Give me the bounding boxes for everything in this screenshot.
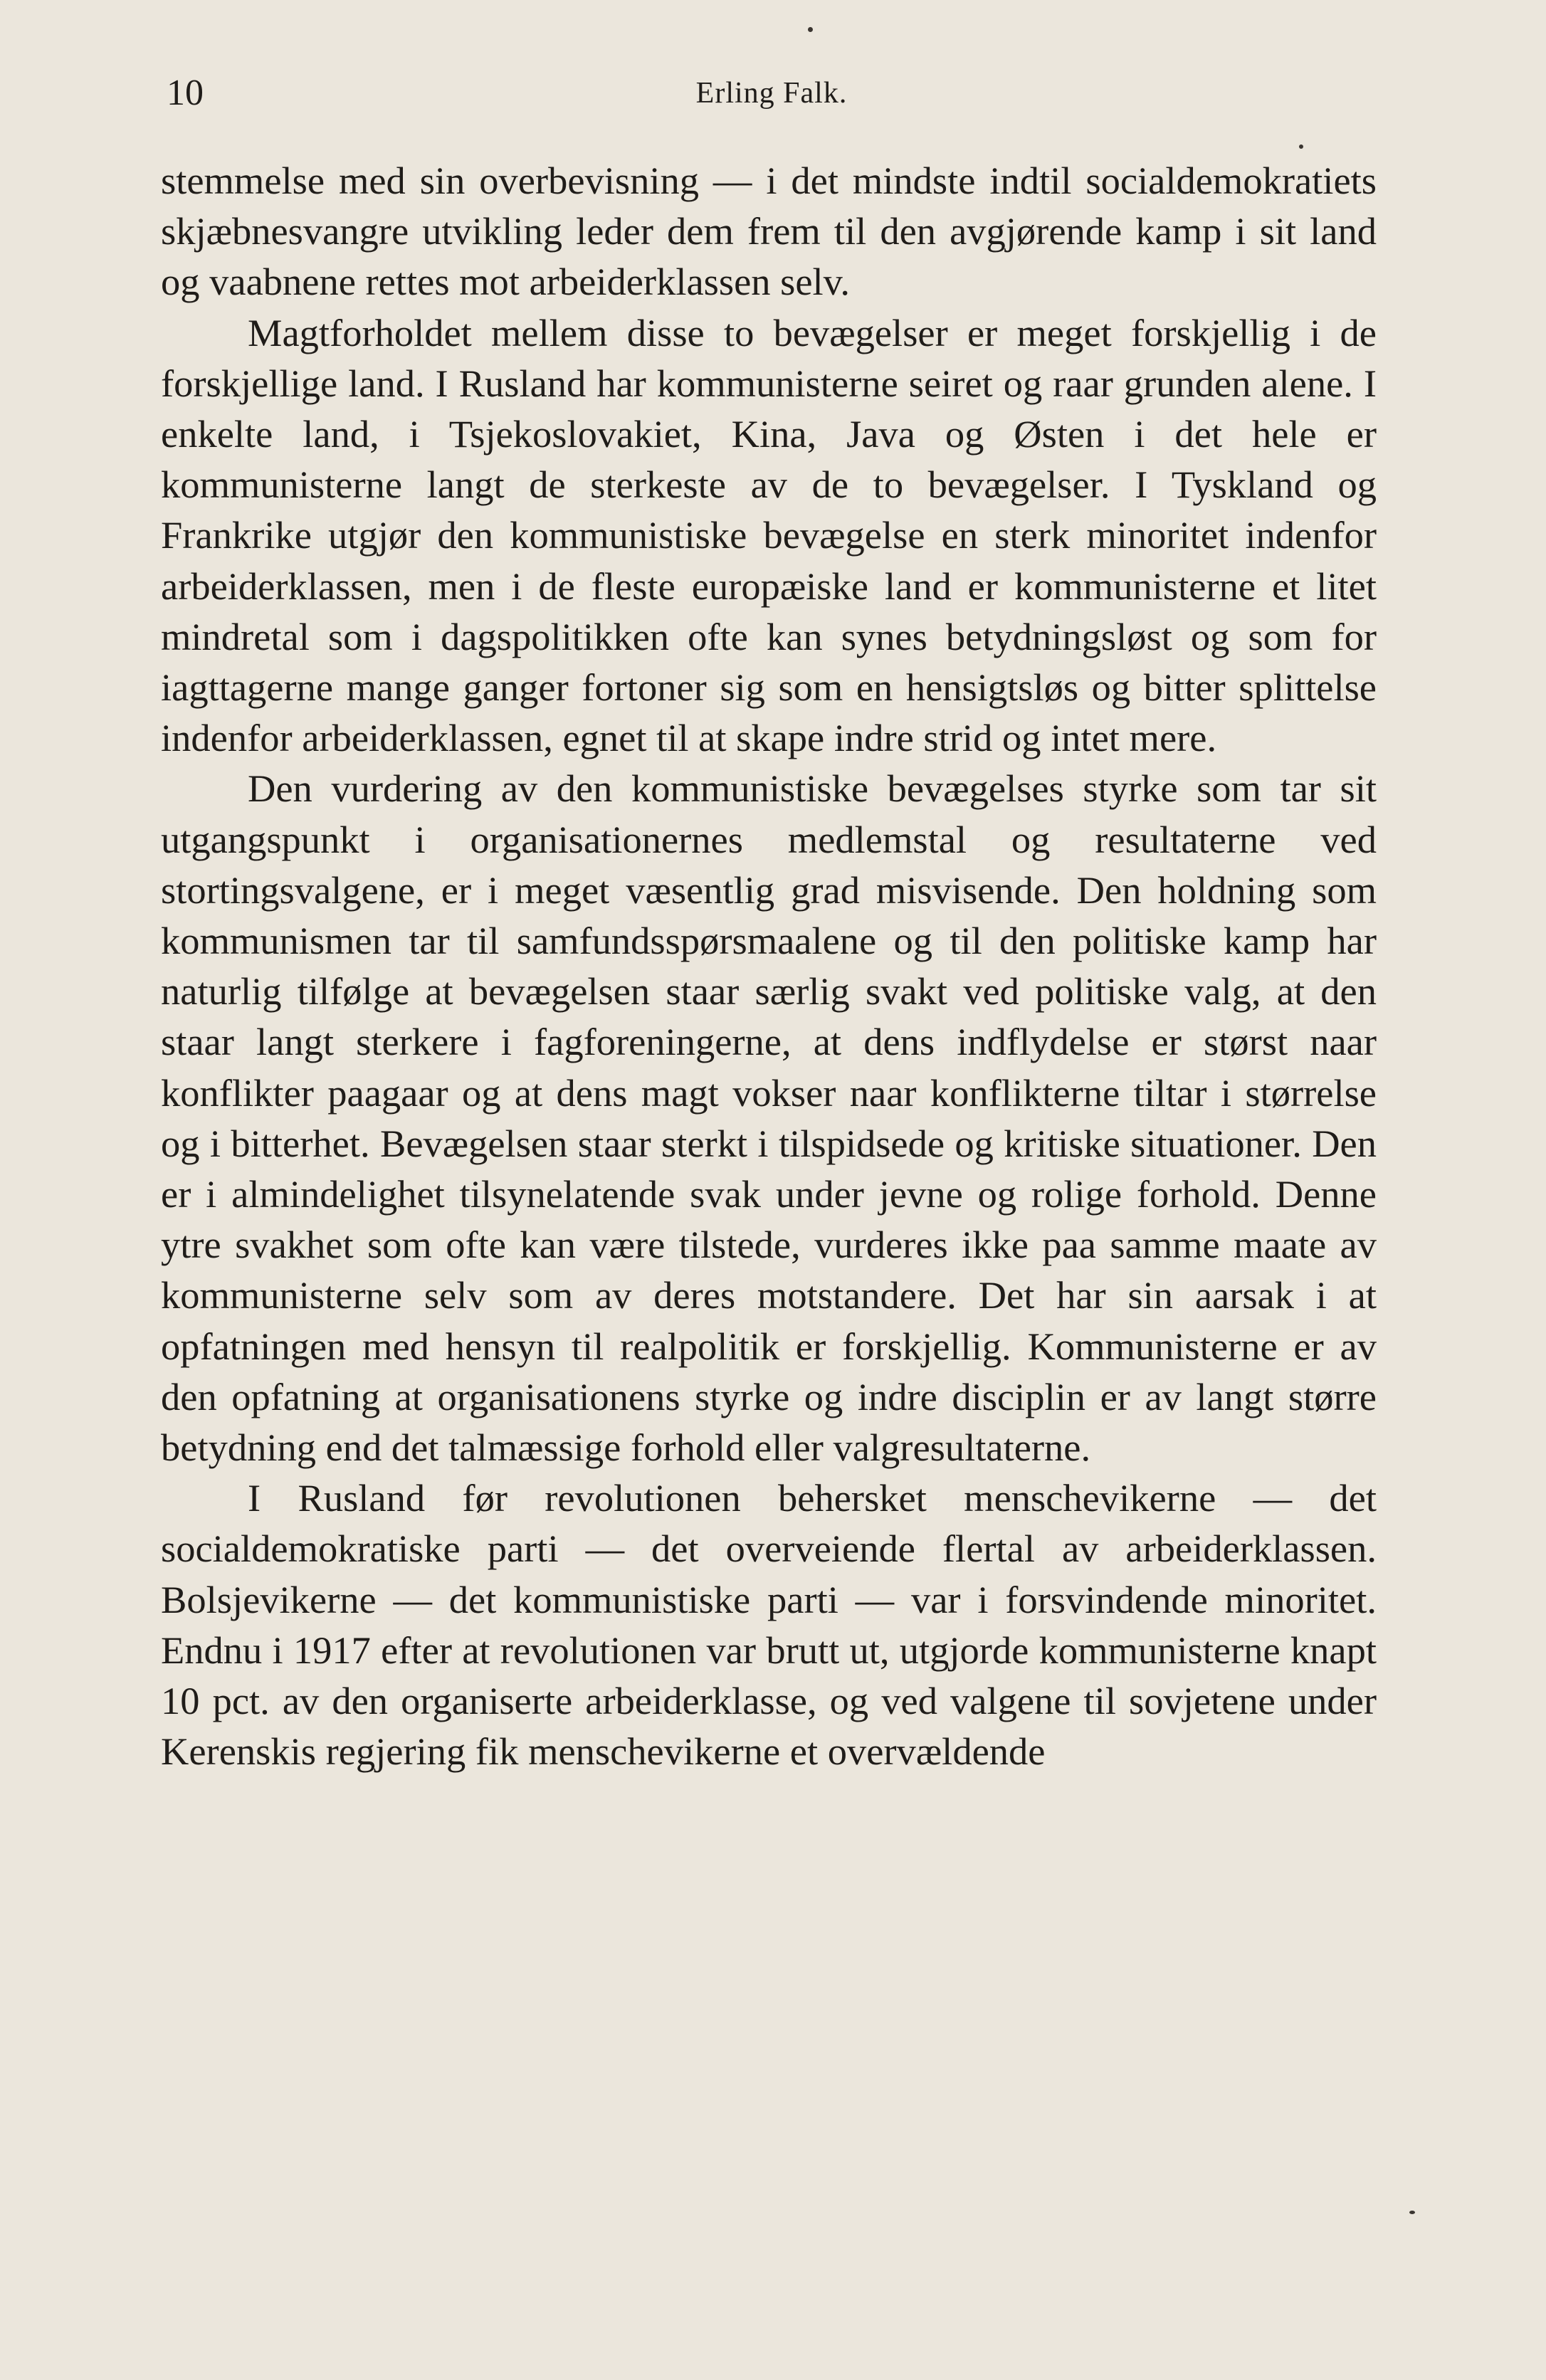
page-number: 10 bbox=[167, 73, 204, 113]
print-speck bbox=[1409, 2211, 1415, 2214]
paragraph: I Rusland før revolutionen behersket menschevikerne — det socialdemokratiske parti — det overveiende flertal av arbeiderklassen. Bolsjevikerne — det kommunistiske parti — var i forsvindende minoritet. Endnu i 1917 efter at revolutionen var brutt ut, utgjorde kommunisterne knapt 10 pct. av den organiserte arbeiderklasse, og ved valgene til sovjetene under Kerenskis regjering fik menschevikerne et overvældende bbox=[161, 1476, 1377, 1774]
page-header bbox=[167, 68, 1377, 118]
running-head: Erling Falk. bbox=[695, 77, 848, 110]
paragraph: Magtforholdet mellem disse to bevægelser er meget forskjellig i de forskjellige land. I Rusland har kommunisterne seiret og raar grunden alene. I enkelte land, i Tsjekoslovakiet, Kina, Java og Østen i det hele er kommunisterne langt de sterkeste av de to bevægelser. I Tyskland og Frankrike utgjør den kommunistiske bevægelse en sterk minoritet indenfor arbeiderklassen, men i de fleste europæiske land er kommunisterne et litet mindretal som i dagspolitikken ofte kan synes betydningsløst og som for iagttagerne mange ganger fortoner sig som en hensigtsløs og bitter splittelse indenfor arbeiderklassen, egnet til at skape indre strid og intet mere. bbox=[161, 310, 1377, 760]
print-speck bbox=[1299, 144, 1303, 149]
paragraph: Den vurdering av den kommunistiske bevægelses styrke som tar sit utgangspunkt i organisationernes medlemstal og resultaterne ved stortingsvalgene, er i meget væsentlig grad misvisende. Den holdning som kommunismen tar til samfundsspørsmaalene og til den politiske kamp har naturlig tilfølge at bevægelsen staar særlig svakt ved politiske valg, at den staar langt sterkere i fagforeningerne, at dens indflydelse er størst naar konflikter paagaar og at dens magt vokser naar konflikterne tiltar i størrelse og i bitterhet. Bevægelsen staar sterkt i tilspidsede og kritiske situationer. Den er i almindelighet tilsynelatende svak under jevne og rolige forhold. Denne ytre svakhet som ofte kan være tilstede, vurderes ikke paa samme maate av kommunisterne selv som av deres motstandere. Det har sin aarsak i at opfatningen med hensyn til realpolitik er forskjellig. Kommunisterne er av den opfatning at organisationens styrke og indre disciplin er av langt større betydning end det talmæssige forhold eller valgresultaterne. bbox=[161, 767, 1377, 1470]
paragraph: stemmelse med sin overbevisning — i det mindste indtil socialdemokratiets skjæbnesvangre utvikling leder dem frem til den avgjørende kamp i sit land og vaabnene rettes mot arbeiderklassen selv. bbox=[161, 159, 1377, 304]
body-text bbox=[161, 155, 1377, 1777]
print-speck bbox=[808, 27, 813, 32]
